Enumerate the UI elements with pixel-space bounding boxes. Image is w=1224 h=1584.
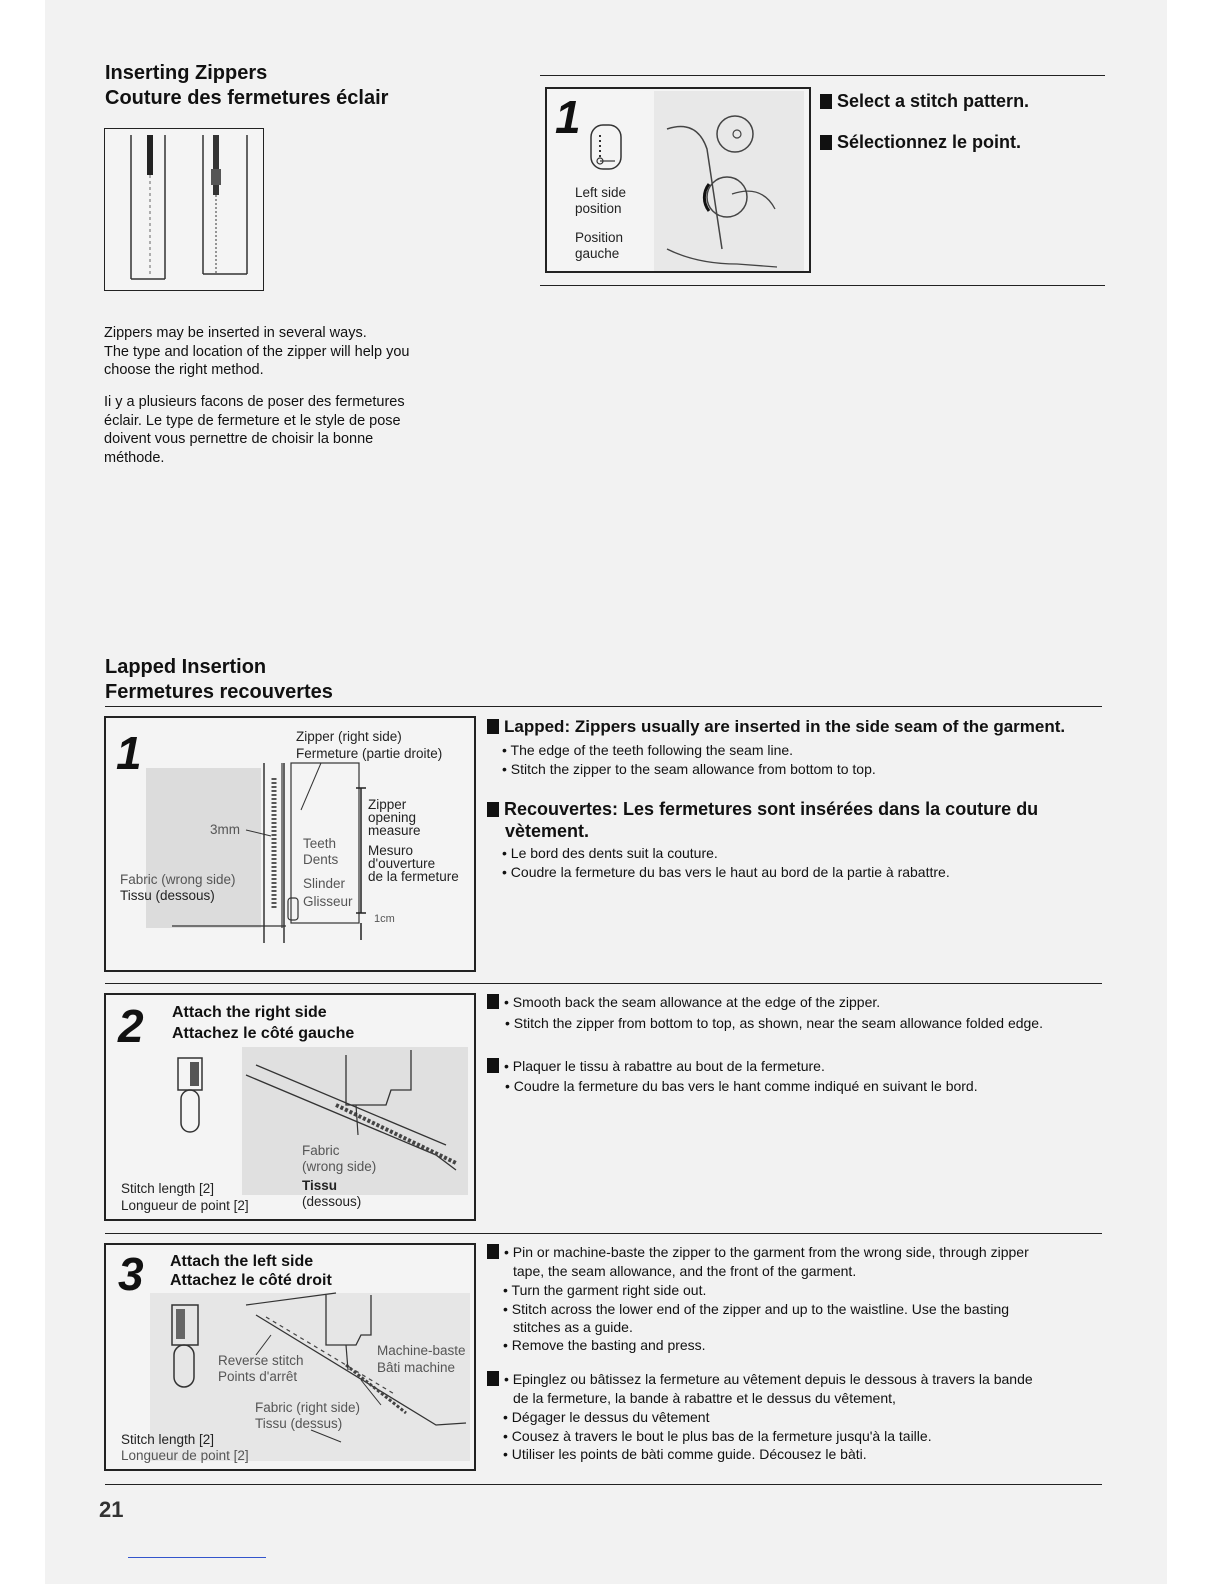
left-side-label	[575, 185, 626, 217]
step-number: 2	[118, 1000, 144, 1052]
step2-title-fr: Attachez le côté gauche	[172, 1025, 355, 1042]
intro-en-line: Zippers may be inserted in several ways.	[104, 325, 367, 341]
machine-baste-label: Machine-baste	[377, 1343, 466, 1358]
lapped-title-fr: Fermetures recouvertes	[105, 681, 333, 703]
stitch-length-label: Stitch length [2]	[121, 1181, 215, 1196]
lapped-heading-fr-cont: vètement.	[505, 821, 590, 841]
label-line: (wrong side)	[302, 1159, 377, 1174]
fabric-right-side-label: Fabric (right side)	[255, 1400, 361, 1415]
label-line: Position	[575, 230, 624, 245]
select-stitch-illustration	[545, 87, 811, 273]
step3-title-fr: Attachez le côté droit	[170, 1272, 332, 1289]
section-title-en: Inserting Zippers	[105, 62, 268, 84]
zipper-types-drawing	[105, 129, 265, 292]
step-number: 1	[116, 727, 142, 779]
longueur-point-label: Longueur de point [2]	[121, 1198, 249, 1213]
divider	[540, 285, 1105, 286]
step3-title-en: Attach the left side	[170, 1253, 314, 1270]
label-line: Left side	[575, 185, 627, 200]
step3-text-en-4: • Stitch across the lower end of the zipper and up to the waistline. Use the basting	[503, 1301, 1010, 1317]
heading-text: Select a stitch pattern.	[837, 91, 1030, 111]
fabric-wrong-side-label: Fabric (wrong side)	[120, 872, 236, 887]
step3-text-en-5: stitches as a guide.	[513, 1319, 633, 1335]
tissu-dessus-label: Tissu (dessus)	[255, 1416, 343, 1431]
bullet-text: • Smooth back the seam allowance at the edge of the zipper.	[504, 994, 881, 1010]
square-bullet-icon	[820, 135, 832, 150]
lapped-bullet-en: • Stitch the zipper to the seam allowance from bottom to top.	[502, 761, 876, 777]
fermeture-partie-droite-label: Fermeture (partie droite)	[296, 746, 443, 761]
intro-en	[104, 324, 464, 380]
divider	[105, 706, 1102, 707]
step2-title-en: Attach the right side	[172, 1004, 327, 1021]
step3-text-en-2: tape, the seam allowance, and the front of the garment.	[513, 1263, 857, 1279]
heading-text: Lapped: Zippers usually are inserted in the side seam of the garment.	[504, 717, 1066, 736]
label-line: Fabric	[302, 1143, 340, 1158]
zipper-right-side-label: Zipper (right side)	[296, 729, 402, 744]
tissu-dessous-label: Tissu (dessous)	[120, 888, 215, 903]
intro-en-line: The type and location of the zipper will help you	[104, 343, 410, 360]
intro-fr-line: Ii y a plusieurs facons de poser des fermetures	[104, 394, 405, 410]
label-line: (dessous)	[302, 1194, 362, 1209]
step3-text-fr-5: • Utiliser les points de bàti comme guide. Décousez le bàti.	[503, 1446, 867, 1462]
step-number: 3	[118, 1248, 144, 1300]
page-number: 21	[99, 1497, 124, 1522]
square-bullet-icon	[487, 719, 499, 734]
step2-text-en-2: • Stitch the zipper from bottom to top, as shown, near the seam allowance folded edge.	[505, 1015, 1043, 1031]
tissu-dessous-label	[302, 1178, 361, 1210]
fabric-wrong-side-label	[302, 1143, 376, 1175]
lapped-step3-illustration	[104, 1243, 476, 1471]
one-cm-label: 1cm	[374, 913, 395, 925]
label-line: measure	[368, 823, 421, 838]
bullet-text: • Plaquer le tissu à rabattre au bout de la fermeture.	[504, 1058, 825, 1074]
lapped-bullet-en: • The edge of the teeth following the seam line.	[502, 742, 794, 758]
step3-text-en-3: • Turn the garment right side out.	[503, 1282, 707, 1298]
position-gauche-label	[575, 230, 623, 262]
step3-text-en-6: • Remove the basting and press.	[503, 1337, 706, 1353]
label-line: de la fermeture	[368, 869, 459, 884]
bullet-text: • Pin or machine-baste the zipper to the garment from the wrong side, through zipper	[504, 1244, 1029, 1260]
bati-machine-label: Bâti machine	[377, 1360, 456, 1375]
label-line: Zipper	[368, 797, 407, 812]
slider-label: Slinder	[303, 876, 346, 891]
step3-text-fr-1	[487, 1370, 1033, 1388]
bottom-link-underline	[128, 1557, 266, 1558]
bullet-text: • Epinglez ou bâtissez la fermeture au vêtement depuis le dessous à travers la bande	[504, 1371, 1033, 1387]
select-stitch-heading-en	[820, 90, 1029, 112]
label-line: opening	[368, 810, 417, 825]
teeth-label: Teeth	[303, 836, 337, 851]
step2-text-fr-2: • Coudre la fermeture du bas vers le hant comme indiqué en suivant le bord.	[505, 1078, 978, 1094]
intro-en-line: choose the right method.	[104, 362, 264, 378]
intro-fr-line: méthode.	[104, 449, 165, 466]
section-title-fr: Couture des fermetures éclair	[105, 87, 389, 109]
square-bullet-icon	[487, 1244, 499, 1259]
square-bullet-icon	[487, 1058, 499, 1073]
step2-text-en-1	[487, 993, 880, 1011]
stitch-length-label: Stitch length [2]	[121, 1432, 215, 1447]
reverse-stitch-label: Reverse stitch	[218, 1353, 304, 1368]
square-bullet-icon	[487, 1371, 499, 1386]
step3-text-fr-4: • Cousez à travers le bout le plus bas de la fermeture jusqu'à la taille.	[503, 1428, 932, 1444]
label-line: gauche	[575, 246, 620, 261]
lapped-title-en: Lapped Insertion	[105, 656, 267, 678]
label-line: d'ouverture	[368, 856, 436, 871]
lapped-step2-illustration	[104, 993, 476, 1221]
step2-text-fr-1	[487, 1057, 825, 1075]
intro-fr-line: doivent vous pernettre de choisir la bonne	[104, 431, 374, 447]
step3-text-fr-2: de la fermeture, la bande à rabattre et le dessus du vêtement,	[513, 1390, 896, 1406]
step3-text-fr-3: • Dégager le dessus du vêtement	[503, 1409, 710, 1425]
heading-text: Recouvertes: Les fermetures sont insérées dans la couture du	[504, 799, 1039, 819]
intro-fr-line: éclair. Le type de fermeture et le style de pose	[104, 412, 401, 429]
label-line: Mesuro	[368, 843, 414, 858]
glisseur-label: Glisseur	[303, 894, 353, 909]
heading-text: Sélectionnez le point.	[837, 132, 1022, 152]
divider	[105, 1484, 1102, 1485]
opening-measure-label	[368, 798, 421, 837]
label-line: position	[575, 201, 622, 216]
square-bullet-icon	[487, 802, 499, 817]
square-bullet-icon	[487, 994, 499, 1009]
lapped-heading-fr	[487, 798, 1038, 820]
seam-3mm-label: 3mm	[210, 822, 240, 837]
step3-text-en-1	[487, 1243, 1029, 1261]
divider	[540, 75, 1105, 76]
mesure-ouverture-label	[368, 844, 459, 883]
zipper-types-illustration	[104, 128, 264, 291]
label-line: Tissu	[302, 1178, 338, 1193]
points-arret-label: Points d'arrêt	[218, 1369, 298, 1384]
lapped-heading-en	[487, 716, 1065, 737]
lapped-bullet-fr: • Le bord des dents suit la couture.	[502, 845, 718, 861]
dents-label: Dents	[303, 852, 339, 867]
lapped-step1-illustration	[104, 716, 476, 972]
intro-fr	[104, 393, 464, 467]
longueur-point-label: Longueur de point [2]	[121, 1448, 249, 1463]
step-number: 1	[555, 91, 581, 143]
square-bullet-icon	[820, 94, 832, 109]
divider	[105, 1233, 1102, 1234]
lapped-bullet-fr: • Coudre la fermeture du bas vers le haut au bord de la partie à rabattre.	[502, 864, 950, 880]
divider	[105, 983, 1102, 984]
select-stitch-heading-fr	[820, 131, 1021, 153]
